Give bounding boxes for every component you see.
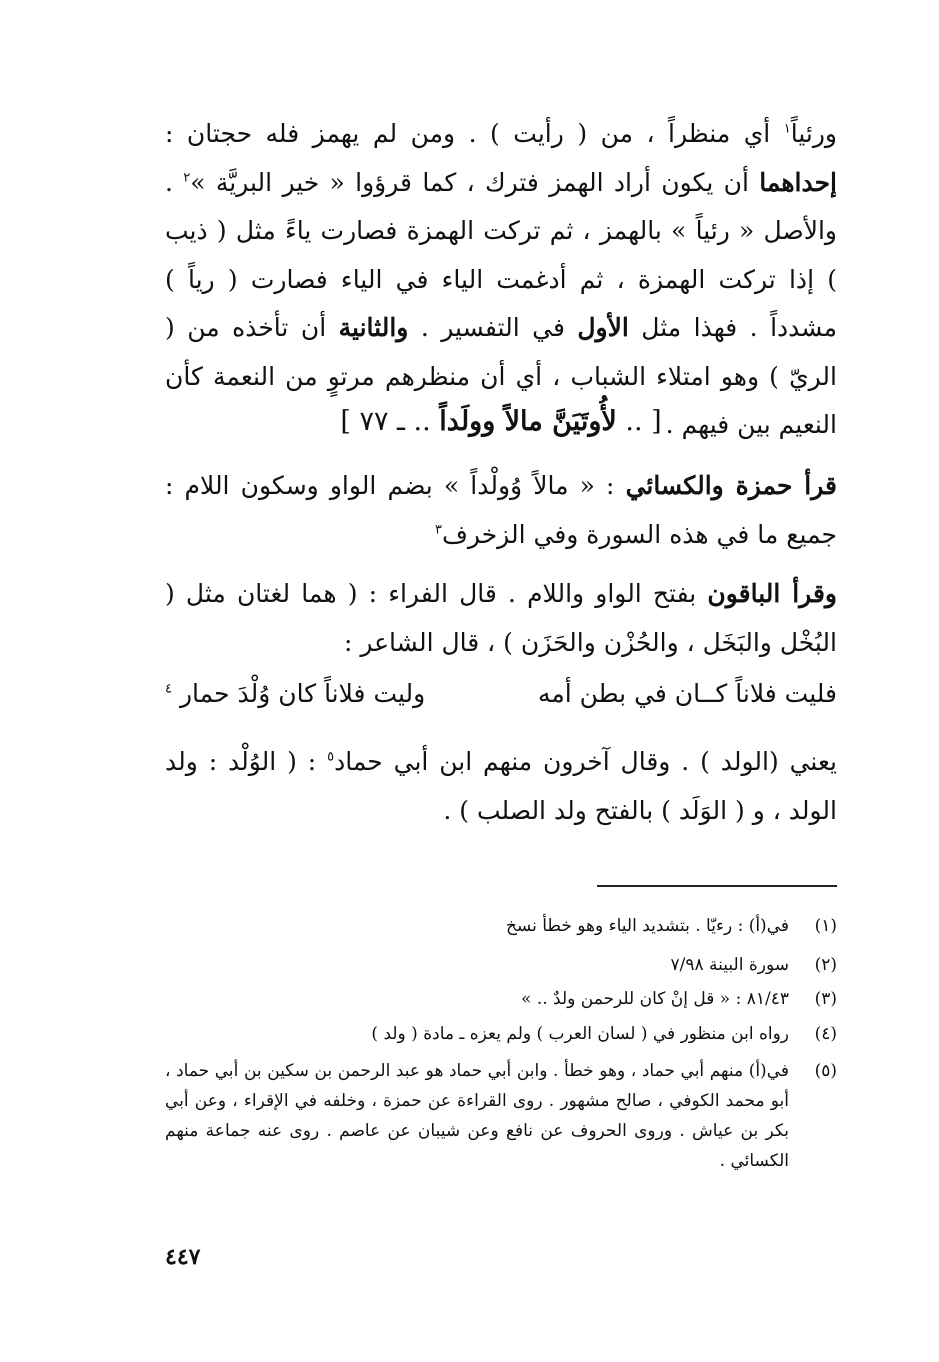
paragraph-3-text: بفتح الواو واللام . قال الفراء : ( هما لغتان مثل ( البُخْل والبَخَل ، والحُزْن والحَزَن ) ، قال الشاعر : [165,579,837,657]
paragraph-4-text-a: يعني (الولد ) . وقال آخرون منهم ابن أبي حماد [334,747,837,776]
footnote-ref-2[interactable]: ٢ [183,170,191,186]
term-al-awwal: الأول [577,313,629,342]
word-ri-yan: ورئياً [790,119,837,148]
footnote-ref-3[interactable]: ٣ [435,522,443,538]
footnote-number: (٢) [814,955,837,975]
footnote-number: (٤) [814,1024,837,1044]
paragraph-4 [165,738,837,835]
footnote-text: سورة البينة ٧/٩٨ [670,955,789,975]
verse-text: لأُوتَيَنَّ مالاً وولَداً [439,406,617,437]
footnote-text: في(أ) : رءيّا . بتشديد الياء وهو خطأ نسخ [505,916,789,936]
paragraph-3 [165,570,837,667]
readers-hamza-kisai: قرأ حمزة والكسائي [625,471,837,500]
footnote-3 [165,985,837,1014]
paragraph-1-text-c: . والأصل « رئياً » بالهمز ، ثم تركت الهمزة فصارت ياءً مثل ( ذيب ) إذا تركت الهمزة ، ثم أدغمت الياء في الياء فصارت ( رياً ) مشدداً . فهذا مثل [165,167,837,342]
quran-verse-line [165,398,837,446]
footnote-5 [165,1056,837,1176]
paragraph-4-text-b: : ( الوُلْد : ولد الولد ، و ( الوَلَد ) بالفتح ولد الصلب ) . [165,747,837,825]
term-ath-thaniya: والثانية [338,313,409,342]
footnote-ref-5[interactable]: ٥ [327,749,335,765]
page-number: ٤٤٧ [165,1244,201,1270]
footnote-ref-4[interactable]: ٤ [165,681,172,697]
footnote-ref-1[interactable]: ١ [783,121,791,137]
poem-second-hemistich: وليت فلاناً كان وُلْدَ حمار [179,679,426,708]
term-ihdahuma: إحداهما [759,167,837,197]
footnote-2 [165,951,837,980]
poem-first-hemistich: فليت فلاناً كــان في بطن أمه [537,679,837,708]
readers-baqun: وقرأ الباقون [707,579,838,608]
paragraph-2 [165,462,837,559]
footnote-1 [165,912,837,941]
footnote-text: رواه ابن منظور في ( لسان العرب ) ولم يعزه ـ مادة ( ولد ) [371,1024,789,1044]
paragraph-1-text-b: أن يكون أراد الهمز فترك ، كما قرؤوا « خير البريَّة » [190,167,760,197]
footnote-number: (٥) [814,1061,837,1081]
paragraph-2-text: : « مالاً وُولْداً » بضم الواو وسكون اللام : جميع ما في هذه السورة وفي الزخرف [165,471,837,549]
footnote-separator [597,885,837,887]
footnote-number: (٣) [814,989,837,1009]
footnote-number: (١) [814,916,837,936]
footnote-text: ٨١/٤٣ : « قل إنْ كان للرحمن ولدٌ .. » [521,989,789,1009]
footnote-4 [165,1020,837,1049]
verse-open-bracket: [ .. [616,406,662,437]
poem-verse [165,670,837,718]
footnote-text: في(أ) منهم أبي حماد ، وهو خطأ . وابن أبي حماد هو عبد الرحمن بن سكين بن أبي حماد ، أبو محمد الكوفي ، صالح مشهور . روى القراءة عن حمزة ، وخلفه في الإقراء ، وعن أبي بكر بن عياش . وروى الحروف عن نافع وعن شيبان عن عاصم . روى عنه جماعة منهم الكسائي . [165,1061,789,1171]
paragraph-1-text-d: في التفسير . [408,313,578,342]
paragraph-1-text-e: أن تأخذه من ( الريّ ) وهو امتلاء الشباب ، أي أن منظرهم مرتوٍ من النعمة كأن النعيم بين فيهم . [165,313,837,439]
paragraph-1-text-a: أي منظراً ، من ( رأيت ) . ومن لم يهمز فله حجتان : [165,119,784,148]
verse-number-bracket: .. ـ ٧٧ ] [340,406,440,437]
poem-second-hemistich-wrap [165,670,425,718]
